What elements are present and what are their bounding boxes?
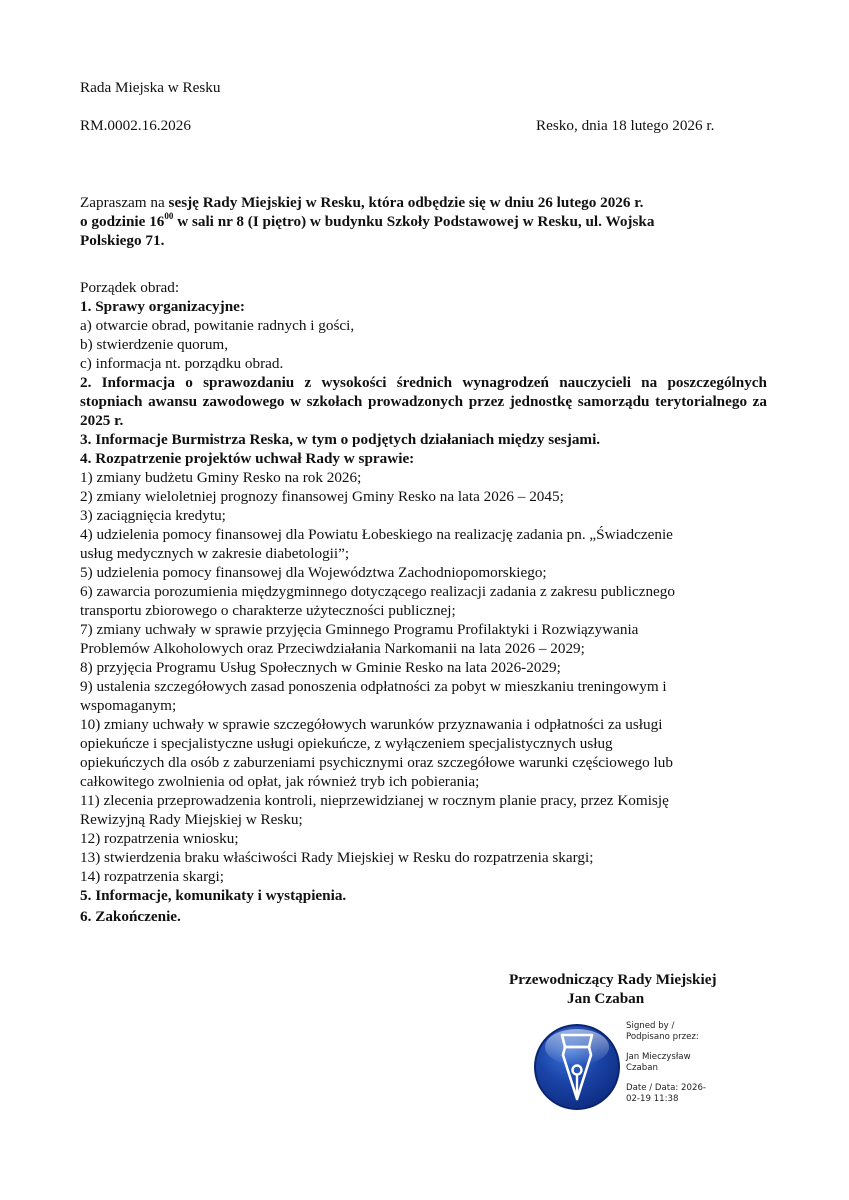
invitation-line-1 xyxy=(80,193,643,212)
resolution-line: 14) rozpatrzenia skargi; xyxy=(80,868,224,885)
agenda-title: Porządek obrad: xyxy=(80,279,180,296)
signature-details xyxy=(626,1021,706,1105)
invitation-session: sesję Rady Miejskiej w Resku, która odbędzie się w dniu 26 lutego 2026 r. xyxy=(168,194,644,211)
signatory-name: Jan Czaban xyxy=(567,990,645,1007)
resolution-line: wspomaganym; xyxy=(80,697,177,714)
reference-number: RM.0002.16.2026 xyxy=(80,117,191,134)
invitation-line-2 xyxy=(80,212,654,231)
resolution-line: opiekuńcze i specjalistyczne usługi opiekuńcze, z wyłączeniem specjalistycznych usług xyxy=(80,735,613,752)
resolution-line: 13) stwierdzenia braku właściwości Rady Miejskiej w Resku do rozpatrzenia skargi; xyxy=(80,849,594,866)
signed-by-label-pl: Podpisano przez: xyxy=(626,1032,699,1042)
resolution-line: 12) rozpatrzenia wniosku; xyxy=(80,830,239,847)
signature-date-label: Date / Data: 2026- xyxy=(626,1083,707,1093)
agenda-subitem: a) otwarcie obrad, powitanie radnych i gości, xyxy=(80,317,355,334)
signatory-title: Przewodniczący Rady Miejskiej xyxy=(509,971,717,988)
resolution-line: 11) zlecenia przeprowadzenia kontroli, nieprzewidzianej w rocznym planie pracy, przez Komisję xyxy=(80,792,669,809)
agenda-item-2: 2. Informacja o sprawozdaniu z wysokości średnich wynagrodzeń nauczycieli na poszczególnych stopniach awansu zawodowego w szkołach prowadzonych przez jednostkę samorządu terytorialnego za 2025 r. xyxy=(80,374,767,429)
place-date: Resko, dnia 18 lutego 2026 r. xyxy=(536,117,715,134)
resolution-line: 4) udzielenia pomocy finansowej dla Powiatu Łobeskiego na realizację zadania pn. „Świadczenie xyxy=(80,526,673,543)
resolution-line: transportu zbiorowego o charakterze użyteczności publicznej; xyxy=(80,602,456,619)
invitation-intro: Zapraszam na xyxy=(80,194,169,211)
invitation-location: w sali nr 8 (I piętro) w budynku Szkoły Podstawowej w Resku, ul. Wojska xyxy=(173,213,655,230)
resolution-line: Rewizyjną Rady Miejskiej w Resku; xyxy=(80,811,303,828)
invitation-time-minutes: 00 xyxy=(164,210,174,221)
resolution-line: 8) przyjęcia Programu Usług Społecznych w Gminie Resko na lata 2026-2029; xyxy=(80,659,561,676)
signed-by-label: Signed by / xyxy=(626,1021,675,1031)
agenda-item-3: 3. Informacje Burmistrza Reska, w tym o podjętych działaniach między sesjami. xyxy=(80,431,601,448)
resolution-line: całkowitego zwolnienia od opłat, jak również tryb ich pobierania; xyxy=(80,773,480,790)
issuer: Rada Miejska w Resku xyxy=(80,79,221,96)
resolution-line: 1) zmiany budżetu Gminy Resko na rok 2026; xyxy=(80,469,362,486)
signer-name: Jan Mieczysław xyxy=(626,1052,691,1062)
resolution-line: usług medycznych w zakresie diabetologii”; xyxy=(80,545,350,562)
resolution-line: opiekuńczych dla osób z zaburzeniami psychicznymi oraz szczegółowe warunki częściowego lub xyxy=(80,754,673,771)
resolution-line: 10) zmiany uchwały w sprawie szczegółowych warunków przyznawania i odpłatności za usługi xyxy=(80,716,663,733)
resolution-list xyxy=(80,468,675,886)
resolution-line: 7) zmiany uchwały w sprawie przyjęcia Gminnego Programu Profilaktyki i Rozwiązywania xyxy=(80,621,639,638)
resolution-line: 6) zawarcia porozumienia międzygminnego dotyczącego realizacji zadania z zakresu publicznego xyxy=(80,583,675,600)
invitation-time: o godzinie 16 xyxy=(80,213,165,230)
resolution-line: 5) udzielenia pomocy finansowej dla Województwa Zachodniopomorskiego; xyxy=(80,564,547,581)
agenda-item-5: 5. Informacje, komunikaty i wystąpienia. xyxy=(80,887,347,904)
invitation-line-3: Polskiego 71. xyxy=(80,232,165,249)
agenda-subitem: b) stwierdzenie quorum, xyxy=(80,336,229,353)
signer-surname: Czaban xyxy=(626,1063,658,1073)
resolution-line: 3) zaciągnięcia kredytu; xyxy=(80,507,226,524)
agenda-subitem: c) informacja nt. porządku obrad. xyxy=(80,355,284,372)
resolution-line: 2) zmiany wieloletniej prognozy finansowej Gminy Resko na lata 2026 – 2045; xyxy=(80,488,564,505)
resolution-line: Problemów Alkoholowych oraz Przeciwdziałania Narkomanii na lata 2026 – 2029; xyxy=(80,640,585,657)
agenda-item-4: 4. Rozpatrzenie projektów uchwał Rady w sprawie: xyxy=(80,450,415,467)
agenda-item-6: 6. Zakończenie. xyxy=(80,908,181,925)
signature-date-value: 02-19 11:38 xyxy=(626,1094,679,1104)
agenda-item-1: 1. Sprawy organizacyjne: xyxy=(80,298,245,315)
resolution-line: 9) ustalenia szczegółowych zasad ponoszenia odpłatności za pobyt w mieszkaniu treningowym i xyxy=(80,678,667,695)
fountain-pen-nib-icon xyxy=(532,1021,622,1113)
